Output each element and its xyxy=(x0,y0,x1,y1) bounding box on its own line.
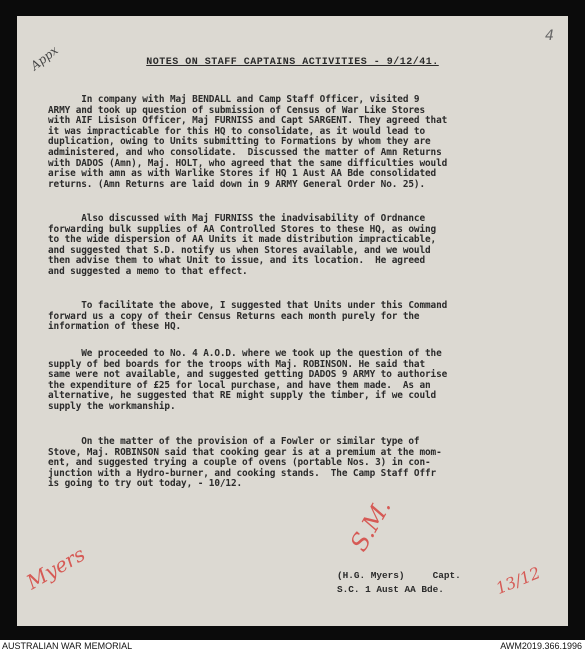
signature-name: (H.G. Myers) Capt. xyxy=(337,570,461,581)
document-title xyxy=(17,57,568,68)
paragraph-3: To facilitate the above, I suggested that Units under this Command forward us a copy of their Census Returns each month purely for the information of these HQ. xyxy=(48,300,448,333)
document-page xyxy=(17,16,568,626)
red-ink-date-note: 13/12 xyxy=(493,563,543,598)
paragraph-5: On the matter of the provision of a Fowler or similar type of Stove, Maj. ROBINSON said that cooking gear is at a premium at the mom- ent, and suggested trying a couple of ovens (portable Nos. 3) in con- junction with a Hydro-burner, and cooking stands. The Camp Staff Offr is going to try out today, - 10/12. xyxy=(48,436,442,490)
signature-unit: S.C. 1 Aust AA Bde. xyxy=(337,584,444,595)
footer-accession-number: AWM2019.366.1996 xyxy=(500,641,582,651)
page-number: 4 xyxy=(545,28,554,44)
paragraph-4: We proceeded to No. 4 A.O.D. where we took up the question of the supply of bed boards for the troops with Maj. ROBINSON. He said that same were not available, and suggested getting DADOS 9 ARMY to authorise the expenditure of £25 for local purchase, and have them made. As an alternative, he suggested that RE might supply the timber, if we could supply the workmanship. xyxy=(48,348,448,412)
signature-block xyxy=(337,569,461,597)
paragraph-2: Also discussed with Maj FURNISS the inadvisability of Ordnance forwarding bulk supplies of AA Controlled Stores to these HQ, as owing to the wide dispersion of AA Units it made distribution impracticable, and suggested that S.D. notify us when Stores available, and we would then advise them to what Unit to issue, and its location. He agreed and suggested a memo to that effect. xyxy=(48,213,437,277)
document-title-text: NOTES ON STAFF CAPTAINS ACTIVITIES - 9/12/41. xyxy=(146,57,439,68)
pencil-annotation: Appx xyxy=(27,43,61,73)
footer-institution: AUSTRALIAN WAR MEMORIAL xyxy=(2,641,133,651)
red-ink-signature-left: Myers xyxy=(22,541,90,595)
paragraph-1: In company with Maj BENDALL and Camp Staff Officer, visited 9 ARMY and took up question of submission of Census of War Like Stores with AIF Lisison Officer, Maj FURNISS and Capt SARGENT. They agreed that it was impracticable for this HQ to consolidate, as it would lead to duplication, owing to Units submitting to Formations by whom they are administered, and who consolidate. Discussed the matter of Amn Returns with DADOS (Amn), Maj. HOLT, who agreed that the same difficulties would arise with amn as with Warlike Stores if HQ 1 Aust AA Bde consolidated returns. (Amn Returns are laid down in 9 ARMY General Order No. 25). xyxy=(48,94,448,190)
red-ink-initials: S.M. xyxy=(344,494,397,556)
